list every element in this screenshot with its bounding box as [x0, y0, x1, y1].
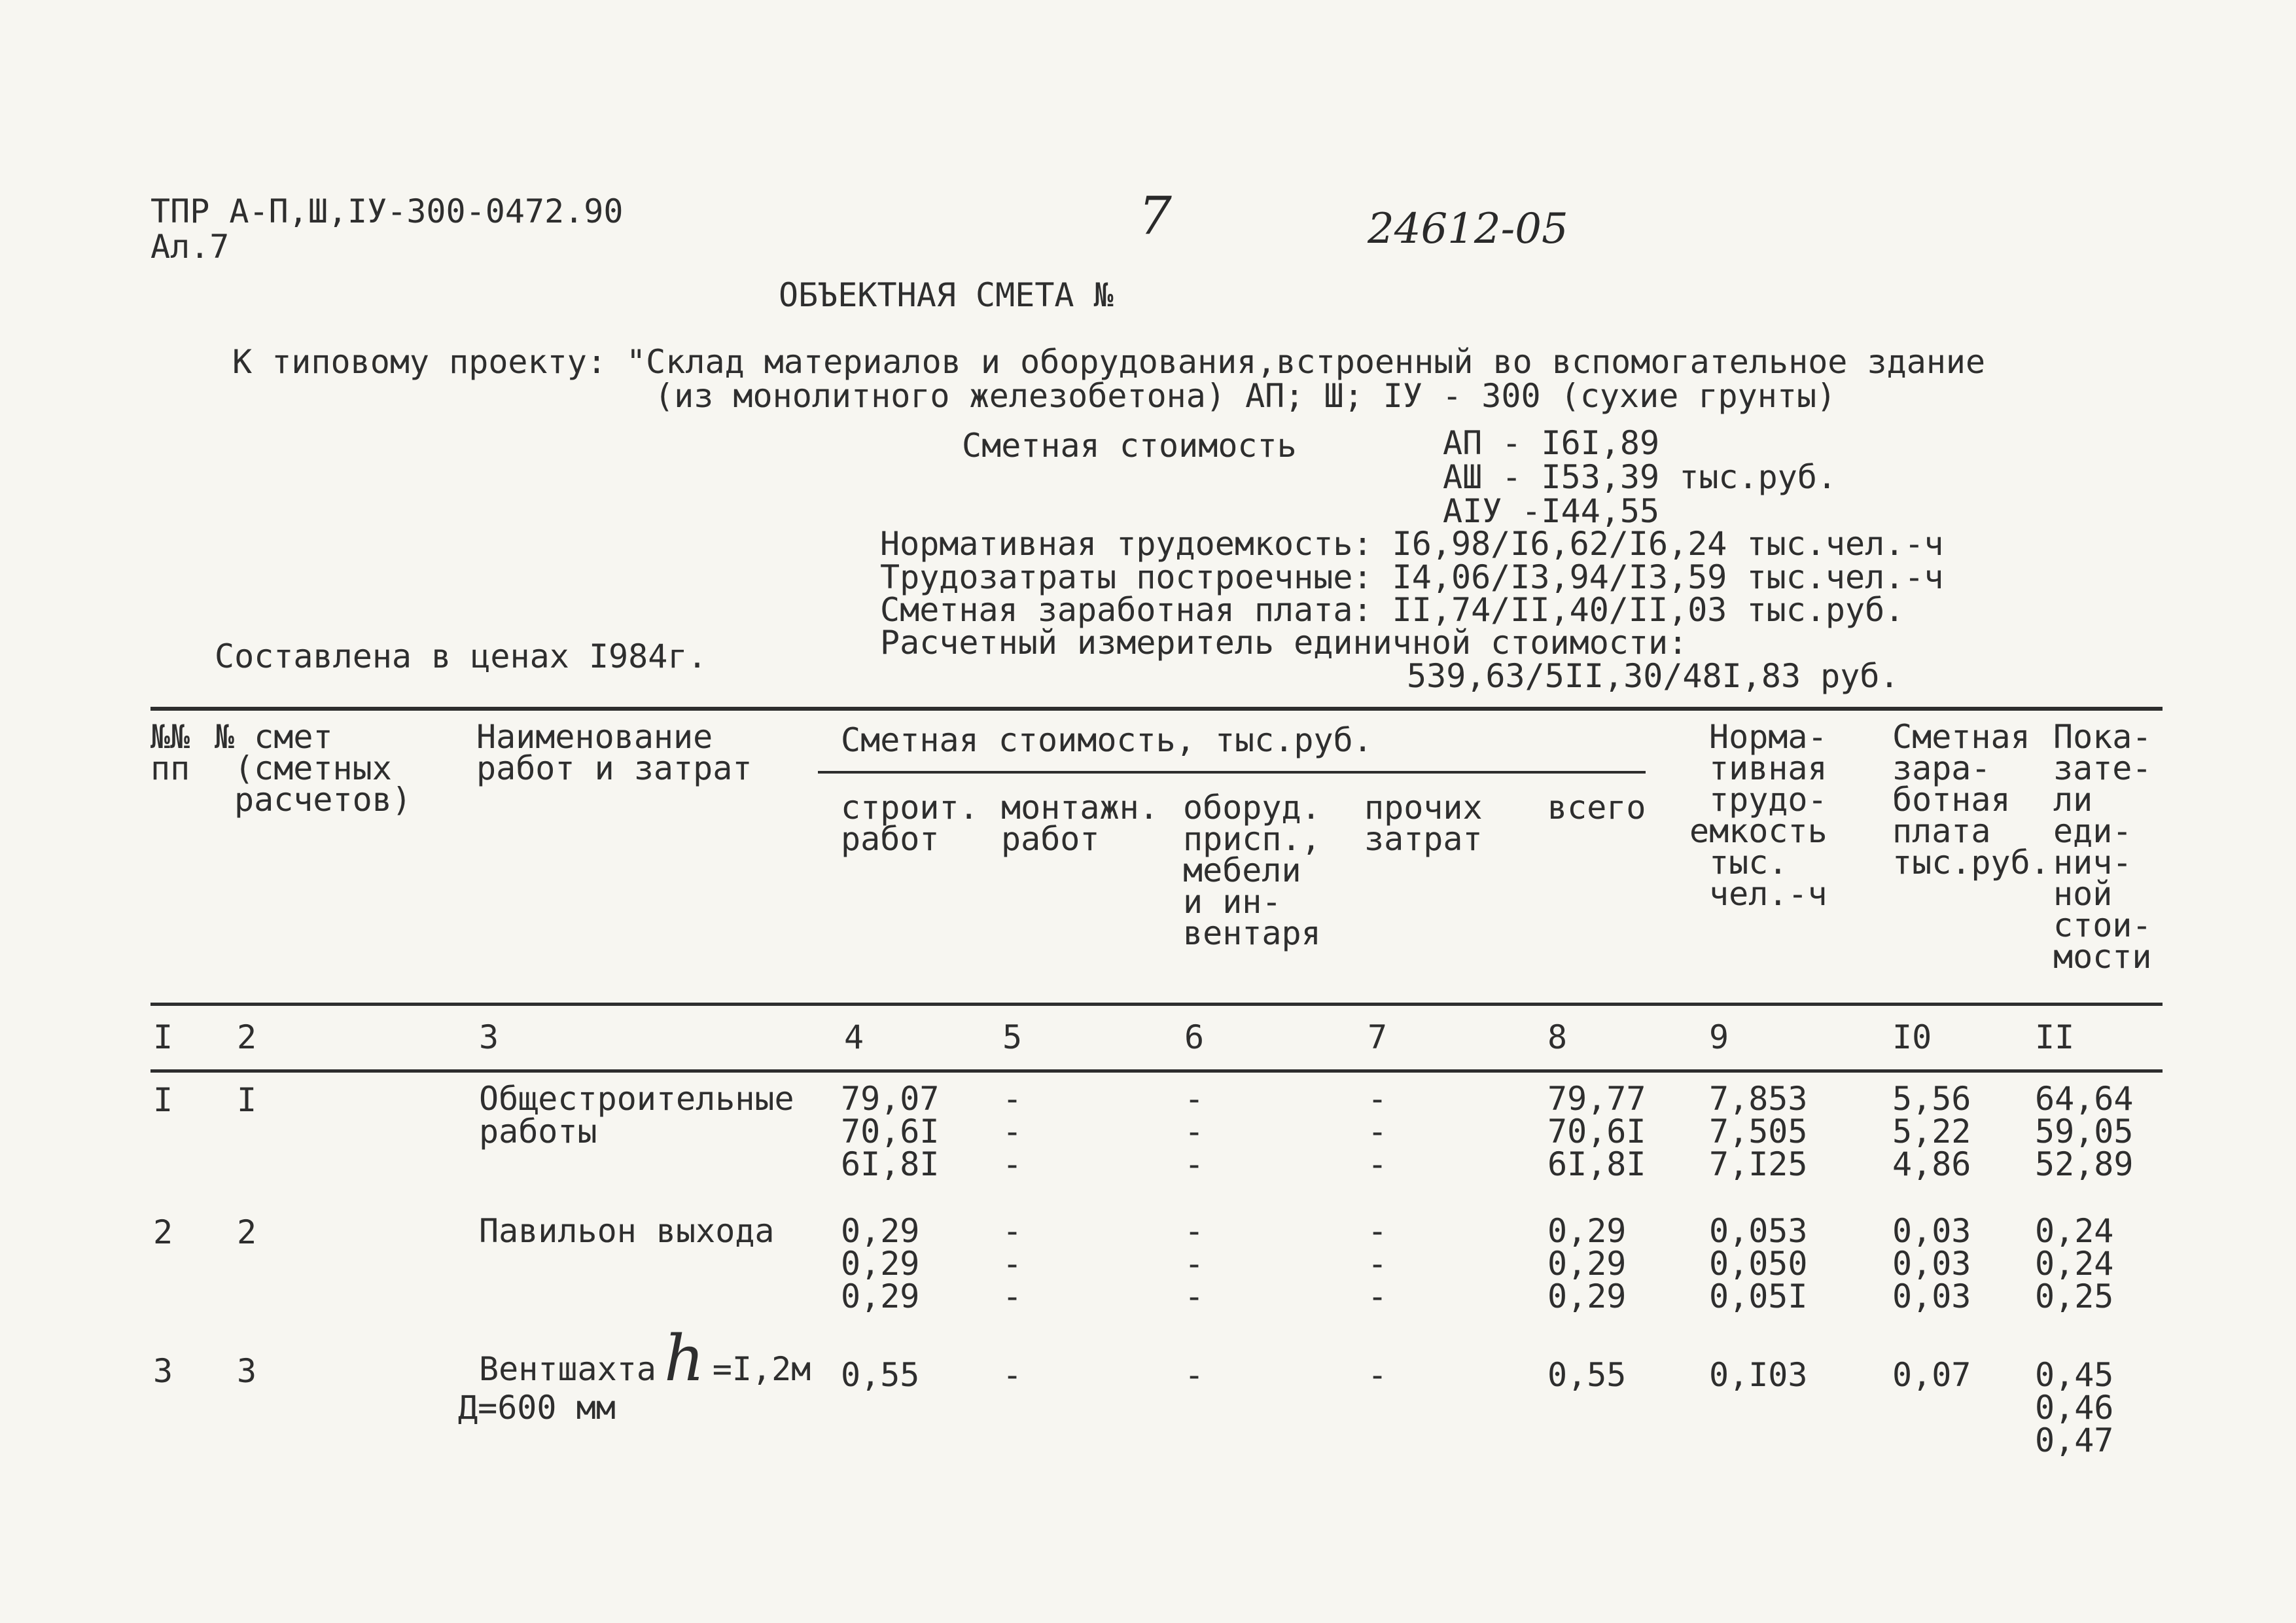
- wage-cost: 0,07: [1892, 1356, 1971, 1394]
- col-number: 2: [237, 1018, 257, 1056]
- header-bottom-rule: [150, 1003, 2163, 1006]
- col-number: 7: [1368, 1018, 1388, 1056]
- inventory-number: 24612-05: [1368, 205, 1568, 253]
- prices-year: Составлена в ценах I984г.: [215, 637, 707, 675]
- header-col-9: Норма- тивная трудо- емкость тыс. чел.-ч: [1689, 718, 1828, 913]
- height-symbol: h: [663, 1322, 705, 1395]
- mounting-cost: - - -: [1002, 1212, 1023, 1315]
- labor-intensity: 0,053 0,050 0,05I: [1709, 1212, 1808, 1315]
- construction-cost: 79,07 70,6I 6I,8I: [841, 1080, 940, 1183]
- row-number: 2: [153, 1213, 173, 1251]
- cost-ap: АП - I6I,89: [1443, 424, 1660, 462]
- album-label: Ал.7: [150, 228, 230, 266]
- construction-cost: 0,55: [841, 1356, 920, 1394]
- unit-meter-value: 539,63/5II,30/48I,83 руб.: [1407, 657, 1899, 695]
- col-number: 9: [1709, 1018, 1729, 1056]
- group-header-rule: [818, 771, 1646, 774]
- labor-intensity: 0,I03: [1709, 1356, 1808, 1394]
- construction-cost: 0,29 0,29 0,29: [841, 1212, 920, 1315]
- unit-meter-label: Расчетный измеритель единичной стоимости:: [880, 624, 1688, 662]
- wage-cost: 5,56 5,22 4,86: [1892, 1080, 1971, 1183]
- col-number: 8: [1547, 1018, 1568, 1056]
- col-number: 5: [1002, 1018, 1023, 1056]
- doc-code: ТПР А-П,Ш,IУ-300-0472.90: [150, 192, 624, 230]
- col-number: 3: [479, 1018, 499, 1056]
- cost-label: Сметная стоимость: [962, 427, 1297, 465]
- labor-intensity: 7,853 7,505 7,I25: [1709, 1080, 1808, 1183]
- work-name: Общестроительные работы: [479, 1080, 794, 1150]
- table-top-rule: [150, 707, 2163, 711]
- cost-aiu: АIУ -I44,55: [1443, 492, 1660, 530]
- col-number: I: [153, 1018, 173, 1056]
- cost-ash: АШ - I53,39 тыс.руб.: [1443, 458, 1837, 496]
- other-cost: - - -: [1368, 1212, 1388, 1315]
- mounting-cost: - - -: [1002, 1080, 1023, 1183]
- total-cost: 0,29 0,29 0,29: [1547, 1212, 1627, 1315]
- header-col-7: прочих затрат: [1364, 789, 1483, 858]
- header-col-5: монтажн. работ: [1001, 789, 1159, 858]
- total-cost: 79,77 70,6I 6I,8I: [1547, 1080, 1646, 1183]
- estimate-number: I: [237, 1081, 257, 1119]
- header-col-1: №№ пп: [150, 718, 190, 787]
- work-name-line-2: Д=600 мм: [458, 1389, 616, 1427]
- col-number: II: [2035, 1018, 2075, 1056]
- col-number: I0: [1892, 1018, 1932, 1056]
- header-col-11: Пока- зате- ли еди- нич- ной стои- мости: [2053, 718, 2152, 976]
- unit-cost: 0,45 0,46 0,47: [2035, 1356, 2114, 1459]
- row-number: 3: [153, 1352, 173, 1390]
- equipment-cost: - - -: [1184, 1080, 1205, 1183]
- wage-cost: 0,03 0,03 0,03: [1892, 1212, 1971, 1315]
- work-name: Вентшахта h =I,2м: [479, 1322, 811, 1395]
- header-col-3: Наименование работ и затрат: [476, 718, 752, 787]
- normative-labor: Нормативная трудоемкость: I6,98/I6,62/I6,24 тыс.чел.-ч: [880, 525, 1944, 563]
- work-name: Павильон выхода: [479, 1212, 775, 1250]
- labor-costs: Трудозатраты построечные: I4,06/I3,94/I3,59 тыс.чел.-ч: [880, 558, 1944, 596]
- estimate-number: 3: [237, 1352, 257, 1390]
- estimate-number: 2: [237, 1213, 257, 1251]
- other-cost: - - -: [1368, 1080, 1388, 1183]
- equipment-cost: -: [1184, 1356, 1205, 1394]
- col-number: 4: [844, 1018, 864, 1056]
- equipment-cost: - - -: [1184, 1212, 1205, 1315]
- page-number: 7: [1139, 185, 1172, 246]
- header-col-6: оборуд. присп., мебели и ин- вентаря: [1183, 789, 1321, 952]
- unit-cost: 64,64 59,05 52,89: [2035, 1080, 2134, 1183]
- header-col-4: строит. работ: [841, 789, 979, 858]
- document-title: ОБЪЕКТНАЯ СМЕТА №: [779, 276, 1114, 314]
- header-col-10: Сметная зара- ботная плата тыс.руб.: [1892, 718, 2050, 882]
- mounting-cost: -: [1002, 1356, 1023, 1394]
- other-cost: -: [1368, 1356, 1388, 1394]
- project-line-1: К типовому проекту: "Склад материалов и оборудования,встроенный во вспомогательное здание: [232, 343, 1986, 381]
- col-number: 6: [1184, 1018, 1205, 1056]
- row-number: I: [153, 1081, 173, 1119]
- unit-cost: 0,24 0,24 0,25: [2035, 1212, 2114, 1315]
- col-numbers-rule: [150, 1069, 2163, 1073]
- header-col-8: всего: [1547, 789, 1646, 827]
- project-line-2: (из монолитного железобетона) АП; Ш; IУ - 300 (сухие грунты): [654, 377, 1837, 415]
- header-col-2: № смет (сметных расчетов): [215, 718, 412, 819]
- total-cost: 0,55: [1547, 1356, 1627, 1394]
- header-group-cost: Сметная стоимость, тыс.руб.: [841, 721, 1373, 759]
- estimated-wage: Сметная заработная плата: II,74/II,40/II,03 тыс.руб.: [880, 591, 1905, 629]
